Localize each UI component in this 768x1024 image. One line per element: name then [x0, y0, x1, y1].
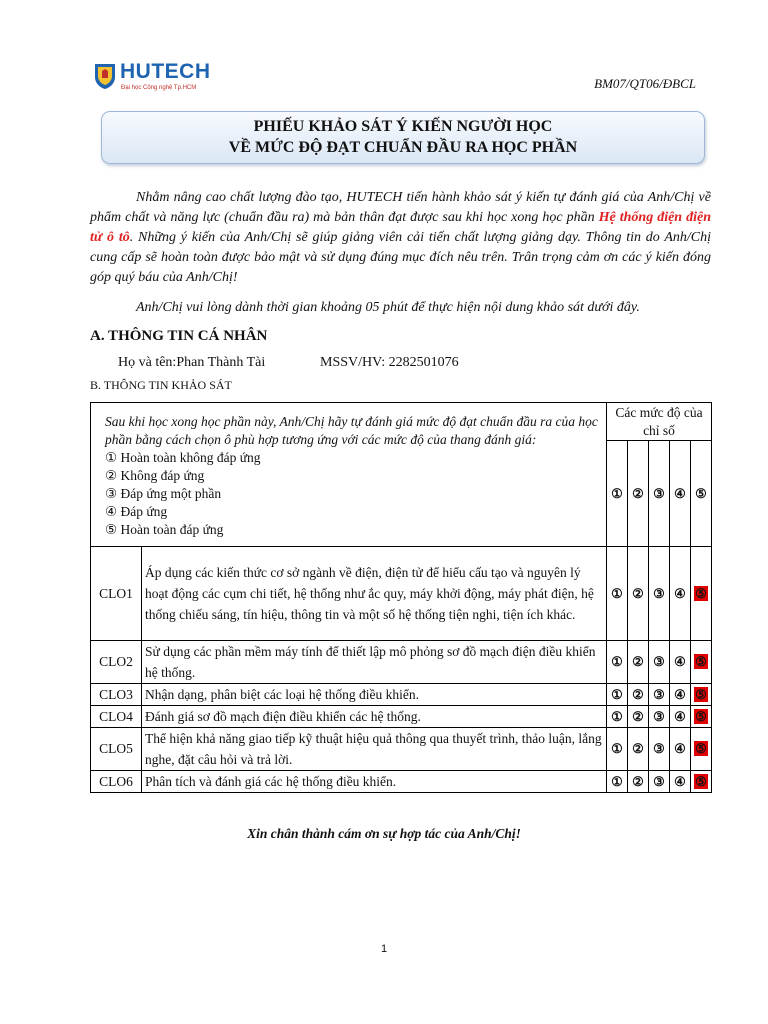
rating-symbol: ③ [653, 686, 665, 702]
title-line-1: PHIẾU KHẢO SÁT Ý KIẾN NGƯỜI HỌC [253, 118, 553, 135]
scale-item-5: ⑤ Hoàn toàn đáp ứng [105, 521, 224, 537]
instruction-text: Sau khi học xong học phần này, Anh/Chị hãy tự đánh giá mức độ đạt chuẩn đầu ra của học phần bằng cách chọn ô phù hợp tương ứng với các mức độ của thang đánh giá: [105, 413, 598, 447]
intro-paragraph [90, 188, 711, 288]
clo-description: Nhận dạng, phân biệt các loại hệ thống điều khiển. [142, 684, 607, 706]
rating-symbol: ③ [653, 585, 665, 601]
rating-option-4[interactable] [670, 728, 691, 771]
rating-option-5[interactable] [691, 771, 712, 793]
rating-symbol: ④ [674, 741, 686, 756]
clo-row [91, 641, 712, 684]
clo-code: CLO1 [91, 547, 142, 641]
clo-code: CLO6 [91, 771, 142, 793]
rating-symbol: ① [611, 773, 623, 789]
rating-symbol: ④ [674, 585, 686, 601]
rating-symbol-selected: ⑤ [695, 686, 707, 702]
clo-description: Áp dụng các kiến thức cơ sở ngành về điện, điện tử để hiểu cấu tạo và nguyên lý hoạt động các cụm chi tiết, hệ thống như ắc quy, máy khởi động, máy phát điện, hệ thống chiếu sáng, tín hiệu, thông tin và một số hệ thống tiện nghi, tiện ích khác. [142, 547, 607, 641]
rating-symbol: ② [632, 585, 644, 601]
form-code: BM07/QT06/ĐBCL [594, 76, 696, 91]
rating-option-3[interactable] [649, 547, 670, 641]
clo-row [91, 684, 712, 706]
title-line-2: VỀ MỨC ĐỘ ĐẠT CHUẨN ĐẦU RA HỌC PHẦN [228, 139, 578, 156]
clo-row [91, 547, 712, 641]
rating-option-3[interactable] [649, 771, 670, 793]
rating-symbol-selected: ⑤ [695, 741, 707, 756]
rating-symbol: ① [611, 654, 623, 669]
closing-message: Xin chân thành cám ơn sự hợp tác của Anh/Chị! [247, 826, 521, 841]
rating-option-4[interactable] [670, 641, 691, 684]
rating-option-1[interactable] [607, 706, 628, 728]
section-a-heading: A. THÔNG TIN CÁ NHÂN [90, 328, 268, 344]
rating-option-1[interactable] [607, 728, 628, 771]
level-symbol-1: ① [607, 441, 628, 547]
rating-option-2[interactable] [628, 641, 649, 684]
section-b-heading: B. THÔNG TIN KHẢO SÁT [90, 378, 232, 392]
rating-symbol: ④ [674, 708, 686, 724]
rating-symbol: ③ [653, 654, 665, 669]
level-symbol-5: ⑤ [691, 441, 712, 547]
rating-option-3[interactable] [649, 728, 670, 771]
rating-symbol: ④ [674, 654, 686, 669]
rating-option-2[interactable] [628, 547, 649, 641]
survey-table [90, 402, 712, 793]
rating-symbol-selected: ⑤ [695, 773, 707, 789]
scale-item-1: ① Hoàn toàn không đáp ứng [105, 449, 261, 465]
level-symbol-2: ② [628, 441, 649, 547]
rating-option-5[interactable] [691, 641, 712, 684]
rating-option-5[interactable] [691, 684, 712, 706]
instruction-cell [91, 403, 607, 547]
rating-symbol: ② [632, 708, 644, 724]
rating-option-2[interactable] [628, 684, 649, 706]
rating-option-3[interactable] [649, 684, 670, 706]
rating-symbol-selected: ⑤ [695, 708, 707, 724]
rating-symbol: ③ [653, 708, 665, 724]
clo-code: CLO5 [91, 728, 142, 771]
time-note: Anh/Chị vui lòng dành thời gian khoảng 05 phút để thực hiện nội dung khảo sát dưới đây. [136, 300, 640, 315]
logo-wordmark: HUTECH [120, 60, 211, 83]
scale-item-4: ④ Đáp ứng [105, 503, 168, 519]
student-id: MSSV/HV: 2282501076 [320, 355, 459, 370]
rating-symbol: ② [632, 686, 644, 702]
clo-row [91, 728, 712, 771]
rating-option-3[interactable] [649, 641, 670, 684]
rating-symbol: ② [632, 654, 644, 669]
rating-symbol: ② [632, 741, 644, 756]
page-number: 1 [380, 943, 388, 955]
clo-code: CLO2 [91, 641, 142, 684]
rating-option-5[interactable] [691, 706, 712, 728]
rating-symbol: ① [611, 708, 623, 724]
hutech-logo [94, 60, 224, 96]
rating-symbol: ① [611, 741, 623, 756]
scale-item-3: ③ Đáp ứng một phần [105, 485, 222, 501]
rating-option-3[interactable] [649, 706, 670, 728]
intro-text-1: Nhằm nâng cao chất lượng đào tạo, HUTECH tiến hành khảo sát ý kiến tự đánh giá của Anh/Chị về phẩm chất và năng lực (chuẩn đầu ra) mà bản thân đạt được sau khi học xong học phần [90, 190, 711, 225]
clo-code: CLO4 [91, 706, 142, 728]
clo-row [91, 771, 712, 793]
clo-description: Thể hiện khả năng giao tiếp kỹ thuật hiệu quả thông qua thuyết trình, thảo luận, lắng nghe, đặt câu hỏi và trả lời. [142, 728, 607, 771]
logo-tagline: Đại học Công nghệ Tp.HCM [121, 85, 197, 91]
clo-description: Phân tích và đánh giá các hệ thống điều khiển. [142, 771, 607, 793]
level-symbol-3: ③ [649, 441, 670, 547]
rating-symbol: ① [611, 585, 623, 601]
rating-option-5[interactable] [691, 547, 712, 641]
rating-symbol: ① [611, 686, 623, 702]
personal-info [118, 355, 459, 371]
rating-symbol-selected: ⑤ [695, 654, 707, 669]
rating-option-2[interactable] [628, 706, 649, 728]
clo-description: Sử dụng các phần mềm máy tính để thiết lập mô phỏng sơ đồ mạch điện điều khiển hệ thống. [142, 641, 607, 684]
rating-option-4[interactable] [670, 771, 691, 793]
rating-option-1[interactable] [607, 684, 628, 706]
levels-header: Các mức độ của chỉ số [607, 403, 712, 441]
table-header-row [91, 403, 712, 441]
rating-symbol: ② [632, 773, 644, 789]
rating-symbol-selected: ⑤ [695, 585, 707, 601]
clo-row [91, 706, 712, 728]
rating-symbol: ③ [653, 741, 665, 756]
rating-symbol: ④ [674, 686, 686, 702]
rating-option-2[interactable] [628, 771, 649, 793]
intro-text-2: . Những ý kiến của Anh/Chị sẽ giúp giảng viên cải tiến chất lượng giảng dạy. Thông tin do Anh/Chị cung cấp sẽ hoàn toàn được bảo mật và sử dụng đúng mục đích nêu trên. Trân trọng cảm ơn các ý kiến đóng góp quý báu của Anh/Chị! [90, 230, 711, 285]
rating-option-1[interactable] [607, 641, 628, 684]
clo-code: CLO3 [91, 684, 142, 706]
rating-option-2[interactable] [628, 728, 649, 771]
rating-symbol: ④ [674, 773, 686, 789]
rating-option-5[interactable] [691, 728, 712, 771]
student-name: Họ và tên:Phan Thành Tài [118, 355, 266, 370]
shield-icon [94, 62, 116, 90]
title-banner [101, 111, 705, 164]
rating-symbol: ③ [653, 773, 665, 789]
rating-option-1[interactable] [607, 547, 628, 641]
rating-option-1[interactable] [607, 771, 628, 793]
rating-option-4[interactable] [670, 706, 691, 728]
clo-description: Đánh giá sơ đồ mạch điện điều khiển các hệ thống. [142, 706, 607, 728]
scale-item-2: ② Không đáp ứng [105, 467, 205, 483]
rating-option-4[interactable] [670, 684, 691, 706]
rating-option-4[interactable] [670, 547, 691, 641]
course-name: Hệ thống điện điện tử ô tô [90, 210, 711, 245]
level-symbol-4: ④ [670, 441, 691, 547]
